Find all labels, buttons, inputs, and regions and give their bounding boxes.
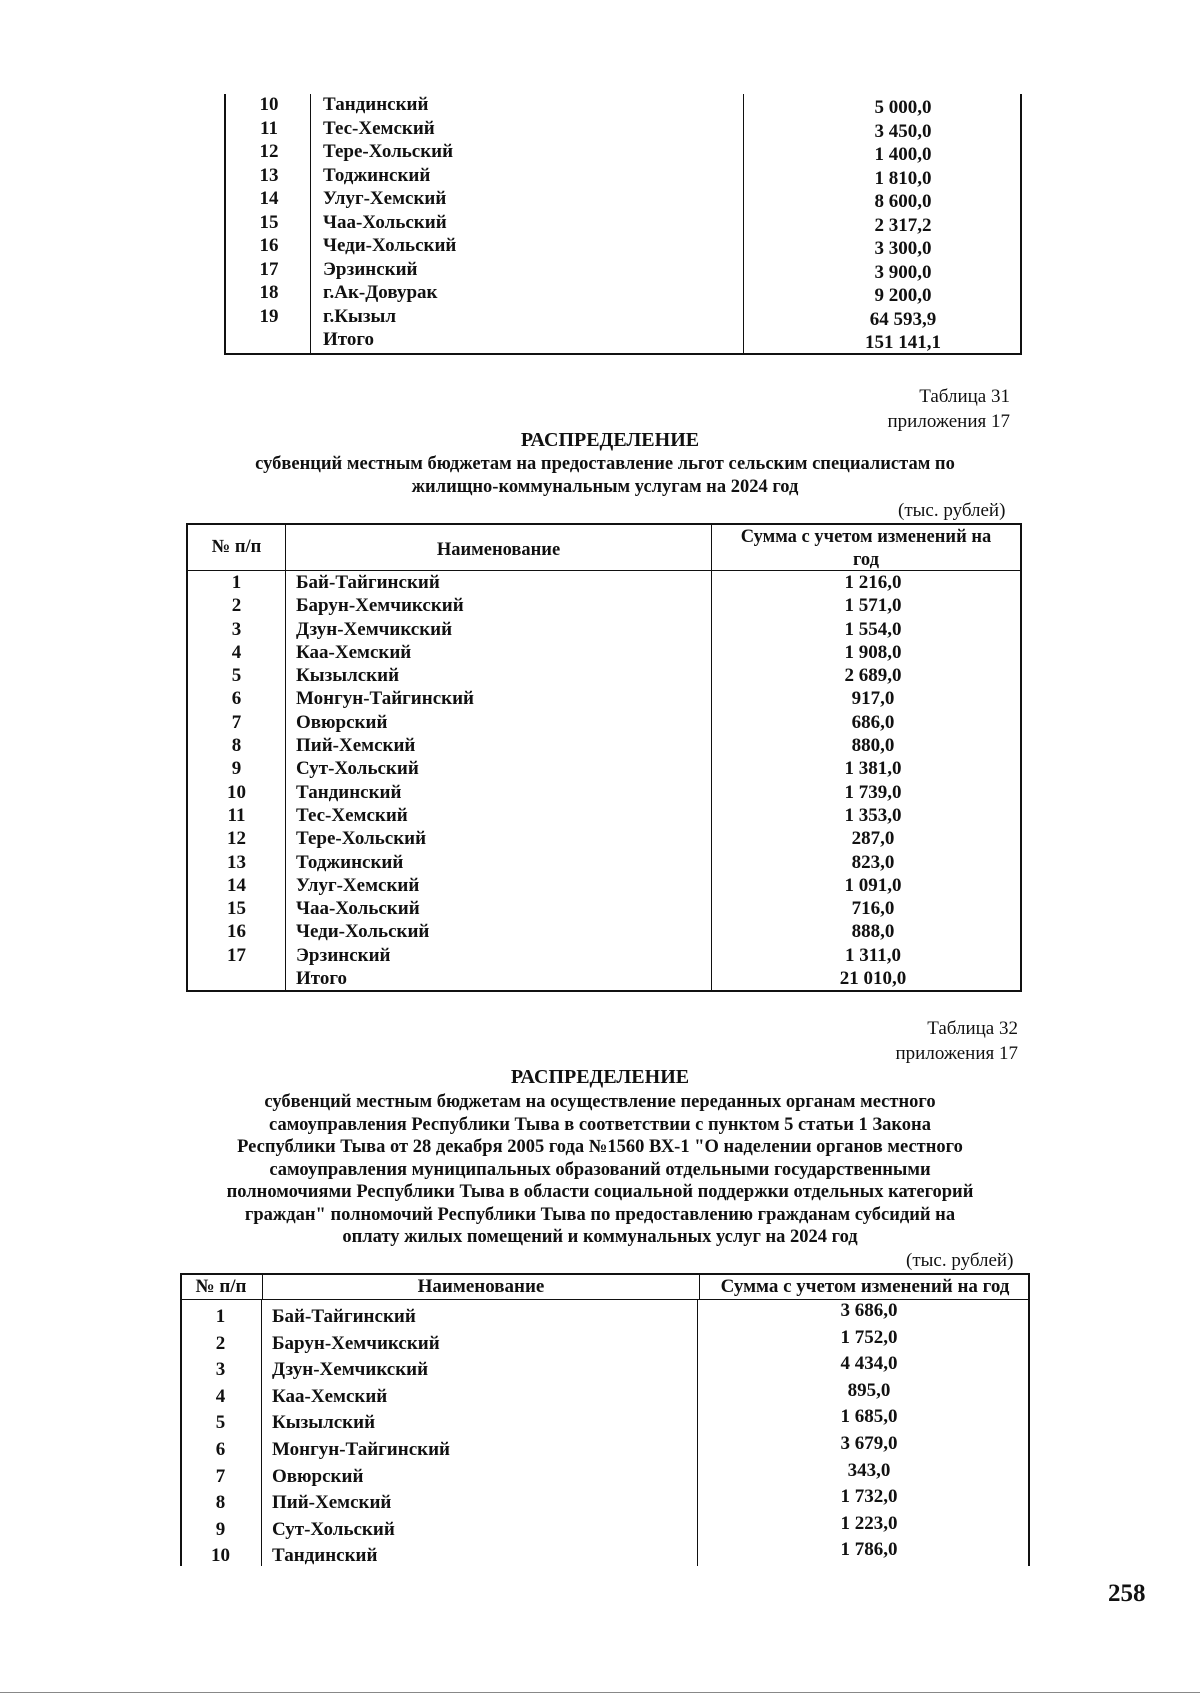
table-row — [224, 212, 1022, 236]
table31-label-line1: Таблица 31 — [919, 386, 1010, 407]
row-num: 15 — [188, 897, 286, 920]
table32-subtitle-line: Республики Тыва от 28 декабря 2005 года №1560 ВХ-1 "О наделении органов местного — [237, 1137, 963, 1157]
row-sum: 880,0 — [851, 735, 895, 757]
row-num: 9 — [180, 1513, 262, 1540]
table31-subtitle-line: субвенций местным бюджетам на предоставление льгот сельским специалистам по — [255, 454, 955, 474]
row-name: Улуг-Хемский — [311, 188, 744, 212]
row-num: 15 — [224, 212, 311, 236]
row-sum: 1 908,0 — [844, 641, 902, 663]
table32-subtitle-line: субвенций местным бюджетам на осуществление переданных органам местного — [264, 1092, 936, 1112]
table-row — [188, 897, 1020, 920]
table-row — [224, 118, 1022, 142]
row-sum: 151 141,1 — [865, 332, 941, 353]
row-sum: 1 810,0 — [874, 167, 932, 189]
row-sum: 4 434,0 — [840, 1353, 898, 1375]
row-name: Монгун-Тайгинский — [262, 1433, 698, 1460]
table-row — [224, 165, 1022, 189]
table-row — [188, 804, 1020, 827]
row-num: 10 — [188, 781, 286, 804]
row-sum: 3 900,0 — [874, 261, 932, 283]
row-num: 6 — [188, 687, 286, 710]
row-num: 4 — [180, 1380, 262, 1407]
table-row — [224, 329, 1022, 353]
table-row — [180, 1380, 1030, 1407]
row-num: 14 — [188, 874, 286, 897]
row-sum: 1 091,0 — [844, 874, 902, 896]
table31-subtitle-line: жилищно-коммунальным услугам на 2024 год — [411, 476, 799, 497]
table-row — [180, 1460, 1030, 1487]
row-sum: 888,0 — [851, 921, 895, 943]
row-sum: 343,0 — [847, 1459, 891, 1481]
table31-subtitle — [200, 453, 1010, 498]
row-sum: 895,0 — [847, 1379, 891, 1401]
row-num — [224, 329, 311, 353]
row-num: 12 — [188, 827, 286, 850]
row-name: Каа-Хемский — [286, 641, 712, 664]
row-sum: 1 223,0 — [840, 1512, 898, 1534]
table-row — [188, 641, 1020, 664]
header-sum: Сумма с учетом изменений на год — [720, 1276, 1010, 1297]
table-row — [224, 259, 1022, 283]
row-num: 19 — [224, 306, 311, 330]
row-sum: 1 571,0 — [844, 595, 902, 617]
row-sum: 9 200,0 — [874, 285, 932, 306]
row-name: Тере-Хольский — [311, 141, 744, 165]
row-name: Эрзинский — [286, 944, 712, 967]
table-row — [188, 734, 1020, 757]
table32-header-row — [180, 1275, 1030, 1300]
row-name: Тес-Хемский — [286, 804, 712, 827]
row-num: 18 — [224, 282, 311, 306]
row-name: Тес-Хемский — [311, 118, 744, 142]
row-name: Сут-Хольский — [286, 757, 712, 780]
row-sum: 1 400,0 — [874, 144, 932, 165]
row-num: 16 — [224, 235, 311, 259]
table-row — [188, 594, 1020, 617]
row-name: Пий-Хемский — [262, 1486, 698, 1513]
row-name: Овюрский — [262, 1460, 698, 1487]
row-num: 8 — [180, 1486, 262, 1513]
row-sum: 823,0 — [851, 851, 895, 873]
row-name: Тоджинский — [311, 165, 744, 189]
row-sum: 1 786,0 — [840, 1539, 898, 1561]
table-row — [188, 967, 1020, 990]
row-num: 2 — [180, 1327, 262, 1354]
table32-subtitle-line: самоуправления муниципальных образований отдельными государственными — [269, 1159, 931, 1180]
table32-unit: (тыс. рублей) — [906, 1250, 1014, 1271]
table31-title: РАСПРЕДЕЛЕНИЕ — [520, 429, 700, 451]
row-sum: 1 353,0 — [844, 804, 902, 826]
row-name: Монгун-Тайгинский — [286, 687, 712, 710]
table32-subtitle-line: граждан" полномочий Республики Тыва по предоставлению гражданам субсидий на — [244, 1204, 956, 1225]
header-name: Наименование — [263, 1275, 700, 1299]
row-name: Итого — [311, 329, 744, 353]
row-num: 7 — [188, 711, 286, 734]
row-name: Итого — [286, 967, 712, 990]
row-num: 17 — [224, 259, 311, 283]
row-num: 5 — [180, 1406, 262, 1433]
row-sum: 1 216,0 — [844, 572, 902, 593]
row-name: г.Ак-Довурак — [311, 282, 744, 306]
row-sum: 2 689,0 — [844, 665, 902, 687]
header-num: № п/п — [180, 1275, 263, 1299]
table32-subtitle-line: оплату жилых помещений и коммунальных услуг на 2024 год — [342, 1227, 858, 1247]
row-name: г.Кызыл — [311, 306, 744, 330]
table-row — [188, 781, 1020, 804]
row-sum: 3 686,0 — [840, 1300, 898, 1321]
row-name: Тандинский — [311, 94, 744, 118]
row-name: Барун-Хемчикский — [262, 1327, 698, 1354]
table-row — [188, 618, 1020, 641]
row-num: 1 — [180, 1300, 262, 1327]
table-row — [188, 944, 1020, 967]
row-sum: 8 600,0 — [874, 191, 932, 212]
row-name: Дзун-Хемчикский — [262, 1353, 698, 1380]
table31-label-line2: приложения 17 — [887, 411, 1010, 432]
row-sum: 3 300,0 — [874, 238, 932, 259]
table-row — [188, 664, 1020, 687]
table-row — [224, 306, 1022, 330]
row-num: 16 — [188, 920, 286, 943]
row-name: Кызылский — [262, 1406, 698, 1433]
row-name: Кызылский — [286, 664, 712, 687]
table-row — [224, 141, 1022, 165]
row-sum: 917,0 — [851, 688, 895, 710]
table-row — [180, 1327, 1030, 1354]
row-name: Чаа-Хольский — [311, 212, 744, 236]
row-num: 5 — [188, 664, 286, 687]
table-row — [188, 874, 1020, 897]
table32-label — [896, 1016, 1018, 1066]
table-row — [188, 711, 1020, 734]
row-name: Тоджинский — [286, 851, 712, 874]
scan-edge-divider — [0, 1692, 1200, 1693]
row-sum: 716,0 — [851, 898, 895, 920]
table-previous-continuation — [224, 94, 1022, 355]
row-name: Пий-Хемский — [286, 734, 712, 757]
row-num: 6 — [180, 1433, 262, 1460]
table-row — [224, 282, 1022, 306]
row-num: 11 — [188, 804, 286, 827]
table-row — [180, 1300, 1030, 1327]
row-num: 1 — [188, 571, 286, 594]
row-num: 17 — [188, 944, 286, 967]
row-sum: 686,0 — [851, 711, 895, 733]
page-number: 258 — [1108, 1580, 1146, 1607]
header-sum-line2: год — [852, 550, 879, 570]
table32-label-line1: Таблица 32 — [927, 1018, 1018, 1039]
table32-title: РАСПРЕДЕЛЕНИЕ — [510, 1066, 690, 1088]
table-row — [188, 571, 1020, 594]
row-name: Овюрский — [286, 711, 712, 734]
row-num: 8 — [188, 734, 286, 757]
table31-body — [188, 571, 1020, 990]
row-num: 14 — [224, 188, 311, 212]
row-sum: 1 311,0 — [845, 944, 901, 966]
row-name: Барун-Хемчикский — [286, 594, 712, 617]
row-num: 13 — [188, 851, 286, 874]
row-name: Улуг-Хемский — [286, 874, 712, 897]
table31-label — [888, 384, 1010, 434]
row-name: Бай-Тайгинский — [262, 1300, 698, 1327]
row-num: 9 — [188, 757, 286, 780]
row-sum: 1 752,0 — [840, 1326, 898, 1348]
table32-label-line2: приложения 17 — [895, 1043, 1018, 1064]
header-sum-line1: Сумма с учетом изменений на — [740, 527, 992, 547]
table-row — [188, 851, 1020, 874]
table-row — [188, 687, 1020, 710]
row-num: 3 — [188, 618, 286, 641]
row-sum: 21 010,0 — [839, 968, 907, 990]
row-num: 10 — [224, 94, 311, 118]
header-sum — [712, 525, 1020, 570]
table-row — [224, 188, 1022, 212]
row-sum: 287,0 — [851, 828, 895, 850]
row-name: Тандинский — [286, 781, 712, 804]
row-sum: 1 554,0 — [844, 618, 902, 640]
row-num: 4 — [188, 641, 286, 664]
table32-subtitle-line: самоуправления Республики Тыва в соответствии с пунктом 5 статьи 1 Закона — [269, 1114, 931, 1135]
header-num: № п/п — [188, 525, 286, 570]
row-sum: 1 381,0 — [844, 758, 902, 780]
table-row — [180, 1513, 1030, 1540]
table32-subtitle-line: полномочиями Республики Тыва в области социальной поддержки отдельных категорий — [226, 1182, 974, 1202]
row-name: Чеди-Хольский — [311, 235, 744, 259]
row-name: Каа-Хемский — [262, 1380, 698, 1407]
row-name: Дзун-Хемчикский — [286, 618, 712, 641]
table31-unit: (тыс. рублей) — [898, 500, 1006, 521]
row-sum: 1 739,0 — [844, 781, 902, 803]
header-name: Наименование — [286, 525, 712, 570]
row-sum: 1 685,0 — [840, 1406, 898, 1428]
row-num: 11 — [224, 118, 311, 142]
row-name: Тере-Хольский — [286, 827, 712, 850]
table31 — [186, 523, 1022, 992]
row-num — [188, 967, 286, 990]
row-name: Сут-Хольский — [262, 1513, 698, 1540]
row-sum: 64 593,9 — [869, 308, 937, 330]
table32-body — [180, 1300, 1030, 1566]
row-num: 12 — [224, 141, 311, 165]
table-row — [180, 1406, 1030, 1433]
table-row — [188, 827, 1020, 850]
table32 — [180, 1273, 1030, 1566]
row-name: Бай-Тайгинский — [286, 571, 712, 594]
row-name: Чаа-Хольский — [286, 897, 712, 920]
table-row — [188, 920, 1020, 943]
table-row — [224, 235, 1022, 259]
row-num: 10 — [180, 1539, 262, 1566]
row-name: Чеди-Хольский — [286, 920, 712, 943]
table-row — [180, 1353, 1030, 1380]
table32-subtitle — [160, 1091, 1040, 1249]
row-num: 13 — [224, 165, 311, 189]
table-row — [188, 757, 1020, 780]
table31-header-row — [188, 525, 1020, 571]
table-row — [180, 1539, 1030, 1566]
row-sum: 2 317,2 — [874, 214, 932, 236]
row-num: 3 — [180, 1353, 262, 1380]
table-row — [180, 1433, 1030, 1460]
row-sum: 3 679,0 — [840, 1432, 898, 1454]
row-name: Тандинский — [262, 1539, 698, 1566]
table-row — [180, 1486, 1030, 1513]
row-sum: 3 450,0 — [874, 120, 932, 142]
row-sum: 1 732,0 — [840, 1486, 898, 1508]
row-num: 7 — [180, 1460, 262, 1487]
row-num: 2 — [188, 594, 286, 617]
row-name: Эрзинский — [311, 259, 744, 283]
row-sum: 5 000,0 — [874, 97, 932, 118]
table-row — [224, 94, 1022, 118]
